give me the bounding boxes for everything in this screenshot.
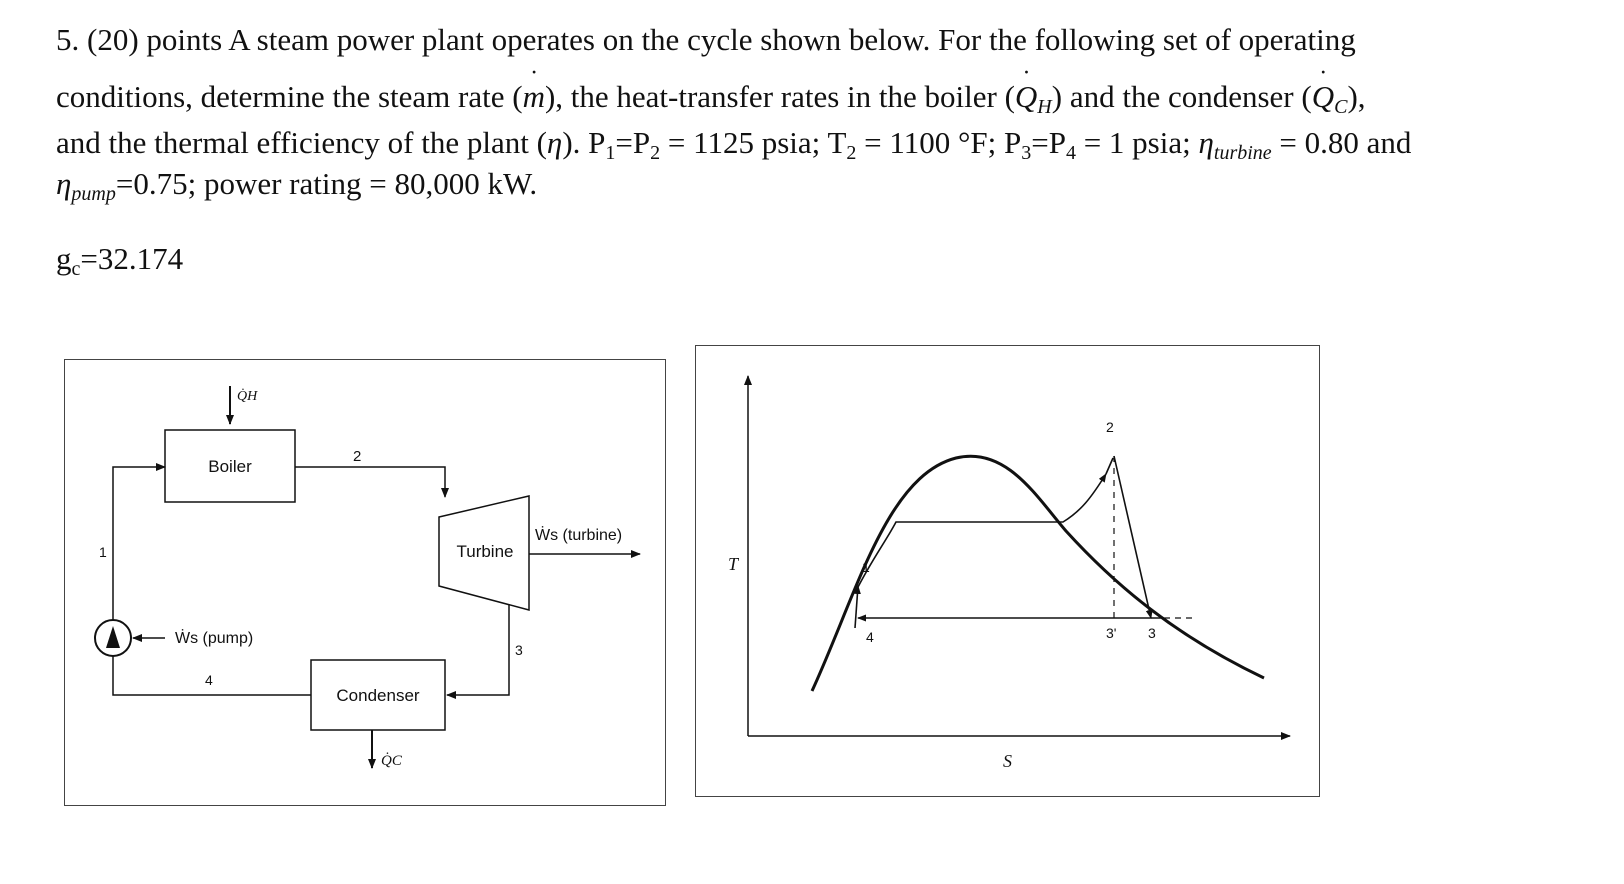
point-3-label: 3: [1148, 625, 1156, 641]
state-1-label: 1: [99, 544, 107, 560]
subscript: pump: [71, 183, 116, 205]
text-run: and the thermal efficiency of the plant (: [56, 125, 547, 160]
process-4-1: [855, 586, 858, 628]
text-run: = 1 psia;: [1075, 125, 1199, 160]
gc-line: [56, 243, 183, 279]
eta-pump-symbol: η: [56, 166, 72, 201]
ts-diagram: [695, 345, 1320, 797]
subscript: 3: [1021, 142, 1032, 164]
wpump-label: Ẇs (pump): [175, 630, 254, 647]
text-run: = 0.80 and: [1271, 125, 1412, 160]
subscript: turbine: [1213, 142, 1272, 164]
subscript: 2: [846, 142, 857, 164]
m-dot-symbol: · m: [523, 81, 545, 112]
qh-label: Q̇H: [237, 389, 258, 404]
subscript: 2: [650, 142, 661, 164]
cycle-schematic: [64, 359, 666, 806]
point-2-label: 2: [1106, 419, 1114, 435]
text-run: ),: [1347, 79, 1366, 114]
gc-symbol: g: [56, 241, 72, 276]
text-run: ) and the condenser (: [1051, 79, 1312, 114]
text-run: =P: [615, 125, 651, 160]
text-run: = 1125 psia; T: [660, 125, 847, 160]
t-axis-label: T: [728, 554, 739, 574]
s-axis-label: S: [1003, 751, 1012, 771]
point-3prime-label: 3': [1106, 625, 1117, 641]
qc-label: Q̇C: [381, 753, 402, 769]
process-to-2: [1106, 458, 1113, 474]
line-boiler-to-turbine: [295, 467, 445, 497]
schematic-svg: [65, 360, 665, 805]
boiler-label: Boiler: [208, 457, 252, 476]
turbine-label: Turbine: [456, 542, 514, 561]
ts-svg: [696, 346, 1319, 796]
state-2-label: 2: [353, 448, 362, 465]
qh-subscript: H: [1037, 96, 1052, 118]
problem-line-1: 5. (20) points A steam power plant operates on the cycle shown below. For the following set of operating: [56, 22, 1356, 57]
saturation-dome: [812, 456, 1264, 691]
problem-line-2: [56, 81, 1366, 117]
wturbine-label: Ẇs (turbine): [535, 527, 623, 544]
subscript: c: [71, 258, 81, 280]
gc-value: =32.174: [80, 241, 184, 276]
state-3-label: 3: [515, 642, 523, 658]
text-run: ). P: [562, 125, 606, 160]
qc-subscript: C: [1334, 96, 1348, 118]
problem-line-3: [56, 127, 1411, 163]
text-run: =0.75; power rating = 80,000 kW.: [115, 166, 538, 201]
text-run: = 1100 °F; P: [856, 125, 1022, 160]
eta-symbol: η: [546, 125, 563, 160]
qc-symbol: · Q: [1312, 81, 1334, 112]
point-1-label: 1: [862, 559, 870, 575]
subscript: 4: [1065, 142, 1076, 164]
qh-symbol: · Q: [1015, 81, 1037, 112]
line-pump-to-boiler: [113, 467, 165, 620]
condenser-label: Condenser: [336, 686, 420, 705]
state-4-label: 4: [205, 672, 213, 688]
subscript: 1: [605, 142, 616, 164]
line-turbine-to-condenser: [447, 604, 509, 695]
problem-line-4: [56, 168, 537, 204]
point-4-label: 4: [866, 629, 874, 645]
text-run: =P: [1031, 125, 1066, 160]
text-run: ), the heat-transfer rates in the boiler (: [544, 79, 1015, 114]
eta-turbine-symbol: η: [1198, 125, 1214, 160]
text-run: conditions, determine the steam rate (: [56, 79, 523, 114]
